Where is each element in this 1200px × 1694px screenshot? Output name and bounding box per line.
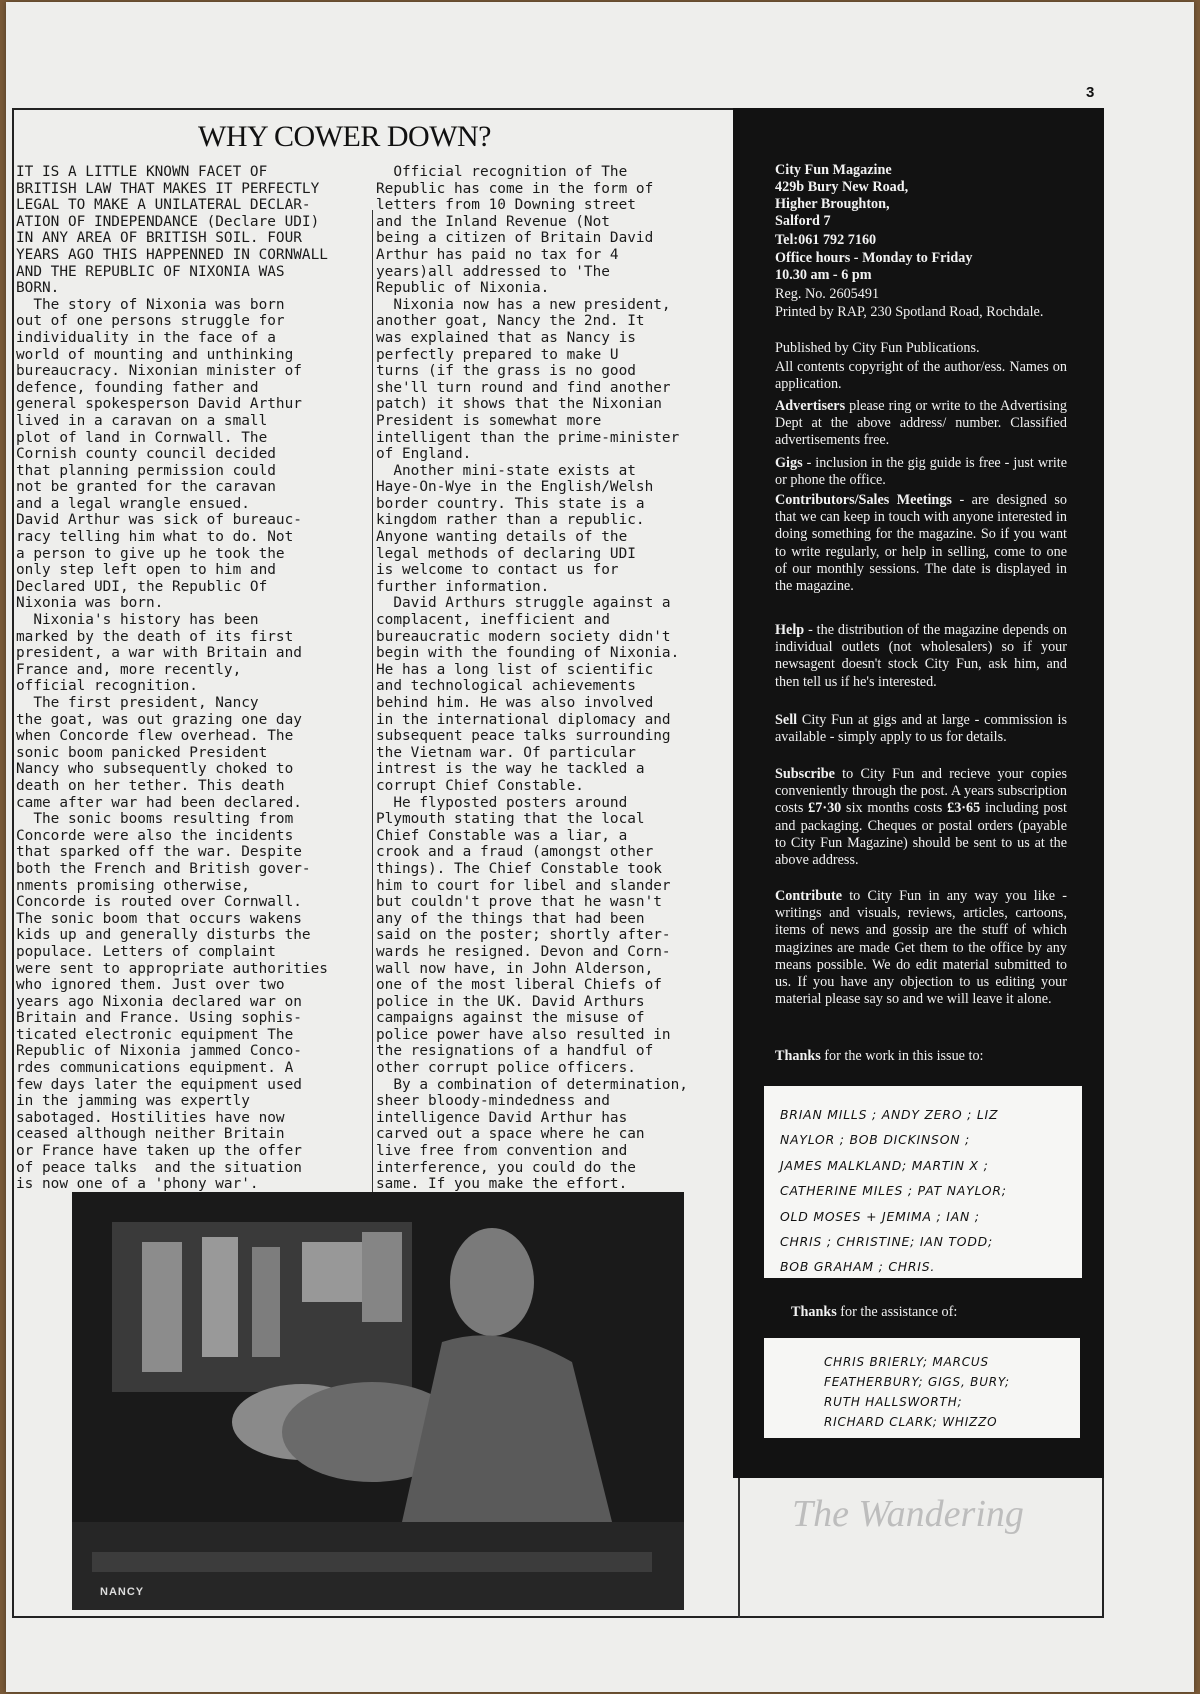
reg-number: Reg. No. 2605491 bbox=[775, 286, 880, 302]
address-line: Salford 7 bbox=[775, 213, 831, 229]
subscribe-price-six-months: £3·65 bbox=[947, 800, 981, 817]
gigs-paragraph: Gigs - inclusion in the gig guide is free - just write or phone the office. bbox=[775, 455, 1067, 489]
office-hours-line: Office hours - Monday to Friday bbox=[775, 250, 973, 266]
advertisers-paragraph: Advertisers please ring or write to the Advertising Dept at the above address/ number. Classified advertisements free. bbox=[775, 398, 1067, 449]
advert-box bbox=[738, 1478, 1106, 1618]
subscribe-paragraph: Subscribe to City Fun and recieve your copies conveniently through the post. A years subscription costs £7·30 six months costs £3·65 including post and packaging. Cheques or postal orders (payable to City Fun Magazine) should be sent to us at the above address. bbox=[775, 766, 1067, 869]
thanks-heading: Thanks for the work in this issue to: bbox=[775, 1048, 984, 1064]
printer-info: Printed by RAP, 230 Spotland Road, Rochdale. bbox=[775, 304, 1044, 320]
phone-line: Tel:061 792 7160 bbox=[775, 232, 877, 248]
advert-faint-title: The Wandering bbox=[792, 1493, 1024, 1535]
article-column-2: Official recognition of The Republic has come in the form of letters from 10 Downing street and the Inland Revenue (Not being a citizen of Britain David Arthur has paid no tax for 4 years)all addressed to 'The Republic of Nixonia. Nixonia now has a new president, another goat, Nancy the 2nd. It was explained that as Nancy is perfectly prepared to make U turns (if the grass is no good she'll turn round and find another patch) it shows that the Nixonian President is somewhat more intelligent than the prime-minister of England. Another mini-state exists at Haye-On-Wye in the English/Welsh border country. This state is a kingdom rather than a republic. Anyone wanting details of the legal methods of declaring UDI is welcome to contact us for further information. David Arthurs struggle against a complacent, inefficient and bureaucratic modern society didn't begin with the founding of Nixonia. He has a long list of scientific and technological achievements behind him. He was also involved in the international diplomacy and subsequent peace talks surrounding the Vietnam war. Of particular intrest is the way he tackled a corrupt Chief Constable. He flyposted posters around Plymouth stating that the local Chief Constable was a liar, a crook and a fraud (amongst other things). The Chief Constable took him to court for libel and slander but couldn't prove that he wasn't any of the things that had been said on the poster; shortly after- wards he resigned. Devon and Corn- wall now have, in John Alderson, one of the most liberal Chiefs of police in the UK. David Arthurs campaigns against the misuse of police power have also resulted in the resignations of a handful of other corrupt police officers. By a combination of determination, sheer bloody-mindedness and intelligence David Arthur has carved out a space where he can live free from convention and interference, you could do the same. If you make the effort. bbox=[376, 164, 688, 1193]
article-column-1: IT IS A LITTLE KNOWN FACET OF BRITISH LAW THAT MAKES IT PERFECTLY LEGAL TO MAKE A UNILATERAL DECLAR- ATION OF INDEPENDANCE (Declare UDI) IN ANY AREA OF BRITISH SOIL. FOUR YEARS AGO THIS HAPPENNED IN CORNWALL AND THE REPUBLIC OF NIXONIA WAS BORN. The story of Nixonia was born out of one persons struggle for individuality in the face of a world of mounting and unthinking bureaucracy. Nixonian minister of defence, founding father and general spokesperson David Arthur lived in a caravan on a small plot of land in Cornwall. The Cornish county council decided that planning permission could not be granted for the caravan and a legal wrangle ensued. David Arthur was sick of bureauc- racy telling him what to do. Not a person to give up he took the only step left open to him and Declared UDI, the Republic Of Nixonia was born. Nixonia's history has been marked by the death of its first president, a war with Britain and France and, more recently, official recognition. The first president, Nancy the goat, was out grazing one day when Concorde flew overhead. The sonic boom panicked President Nancy who subsequently choked to death on her tether. This death came after war had been declared. The sonic booms resulting from Concorde were also the incidents that sparked off the war. Despite both the French and British gover- nments promising otherwise, Concorde is routed over Cornwall. The sonic boom that occurs wakens kids up and generally disturbs the populace. Letters of complaint were sent to appropriate authorities who ignored them. Just over two years ago Nixonia declared war on Britain and France. Using sophis- ticated electronic equipment The Republic of Nixonia jammed Conco- rdes communications equipment. A few days later the equipment used in the jamming was expertly sabotaged. Hostilities have now ceased although neither Britain or France have taken up the offer of peace talks and the situation is now one of a 'phony war'. bbox=[16, 164, 328, 1193]
copyright-notice: All contents copyright of the author/ess. Names on application. bbox=[775, 359, 1067, 393]
sell-paragraph: Sell City Fun at gigs and at large - commission is available - simply apply to us for details. bbox=[775, 712, 1067, 746]
article-headline: WHY COWER DOWN? bbox=[198, 120, 491, 153]
page-number: 3 bbox=[1086, 84, 1095, 101]
assistance-heading: Thanks for the assistance of: bbox=[791, 1304, 958, 1320]
address-line: Higher Broughton, bbox=[775, 196, 890, 212]
goat-photo-image bbox=[72, 1192, 684, 1610]
assistance-names-box: CHRIS BRIERLY; MARCUS FEATHERBURY; GIGS, BURY; RUTH HALLSWORTH; RICHARD CLARK; WHIZZO bbox=[764, 1338, 1080, 1438]
article-photo bbox=[72, 1192, 684, 1610]
address-line: 429b Bury New Road, bbox=[775, 179, 909, 195]
help-paragraph: Help - the distribution of the magazine depends on individual outlets (not wholesalers) so if your newsagent doesn't stock City Fun, ask him, and then tell us if he's interested. bbox=[775, 622, 1067, 690]
contribute-paragraph: Contribute to City Fun in any way you like - writings and visuals, reviews, articles, cartoons, items of news and gossip are the stuff of which magizines are made Get them to the office by any means possible. We do edit material submitted to us. If you have any objection to us editing your material please say so and we will leave it alone. bbox=[775, 888, 1067, 1008]
subscribe-price-year: £7·30 bbox=[808, 800, 842, 817]
photo-caption: NANCY bbox=[100, 1586, 145, 1598]
address-line: City Fun Magazine bbox=[775, 162, 892, 178]
contributors-names-box: BRIAN MILLS ; ANDY ZERO ; LIZ NAYLOR ; BOB DICKINSON ; JAMES MALKLAND; MARTIN X ; CATHERINE MILES ; PAT NAYLOR; OLD MOSES + JEMIMA ; IAN ; CHRIS ; CHRISTINE; IAN TODD; BOB GRAHAM ; CHRIS. bbox=[764, 1086, 1082, 1278]
publisher-info: Published by City Fun Publications. bbox=[775, 340, 980, 356]
column-divider bbox=[372, 210, 373, 1196]
contributors-paragraph: Contributors/Sales Meetings - are designed so that we can keep in touch with anyone interested in doing something for the magazine. So if you want to write regularly, or help in selling, come to one of our monthly sessions. The date is displayed in the magazine. bbox=[775, 492, 1067, 595]
office-hours-time: 10.30 am - 6 pm bbox=[775, 267, 872, 283]
